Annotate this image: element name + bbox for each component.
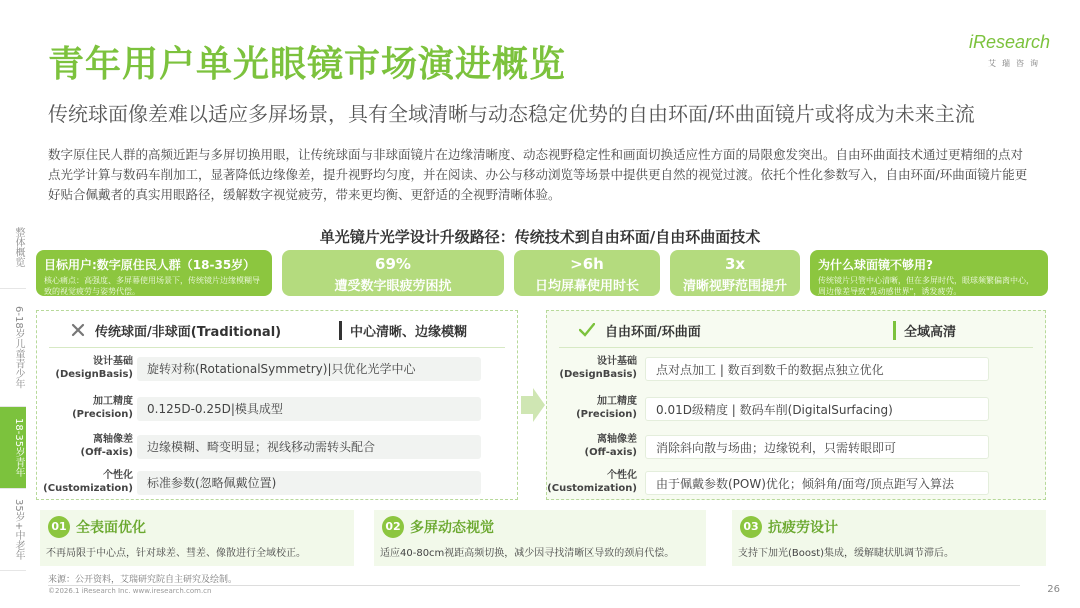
spec-label-en: (Precision) bbox=[576, 409, 637, 420]
section-title: 单光镜片光学设计升级路径：传统技术到自由环面/自由环曲面技术 bbox=[319, 228, 761, 246]
target-user-title: 目标用户:数字原住民人群（18-35岁） bbox=[44, 258, 256, 272]
intro-paragraph: 数字原住民人群的高频近距与多屏切换用眼，让传统球面与非球面镜片在边缘清晰度、动态视野稳定性和画面切换适应性方面的局限愈发突出。自由环曲面技术通过更精细的点对点光学计算与数码车削加工，显著降低边缘像差，提升视野均匀度，并在阅读、办公与移动浏览等场景中提供更自然的视觉过渡。依托个性化参数写入，自由环面/环曲面镜片能更好贴合佩戴者的真实用眼路径，缓解数字视觉疲劳，带来更均衡、更舒适的全视野清晰体验。 bbox=[48, 147, 1028, 202]
feature-desc: 支持下加光(Boost)集成，缓解睫状肌调节滞后。 bbox=[738, 548, 955, 559]
close-icon bbox=[71, 323, 85, 337]
spec-row bbox=[37, 355, 517, 389]
spec-label bbox=[37, 395, 133, 421]
logo-brand: iResearch bbox=[968, 32, 1050, 52]
spec-label bbox=[37, 433, 133, 459]
spec-label bbox=[541, 433, 637, 459]
stat-value: 3x bbox=[724, 255, 746, 273]
why-desc: 传统镜片只管中心清晰，但在多屏时代，眼球频繁偏离中心，周边像差导致"晃动感世界"，诱发疲劳。 bbox=[818, 276, 1034, 296]
footer-divider bbox=[48, 585, 1020, 586]
spec-value: 消除斜向散与场曲；边缘锐利，只需转眼即可 bbox=[645, 435, 989, 459]
spec-label bbox=[37, 355, 133, 381]
spec-label-en: (Customization) bbox=[547, 483, 637, 494]
why-box bbox=[810, 250, 1048, 296]
spec-row bbox=[37, 395, 517, 429]
copyright: ©2026.1 iResearch Inc. www.iresearch.com.cn bbox=[48, 587, 212, 595]
freeform-tag: 全域高清 bbox=[893, 321, 956, 340]
spec-label bbox=[541, 469, 637, 495]
spec-row bbox=[547, 469, 1045, 503]
feature-card bbox=[732, 510, 1046, 566]
side-nav bbox=[0, 205, 26, 571]
spec-label-en: (Off-axis) bbox=[80, 447, 133, 458]
spec-label-cn: 加工精度 bbox=[93, 396, 133, 407]
feature-card bbox=[374, 510, 706, 566]
stat-label: 日均屏幕使用时长 bbox=[534, 279, 639, 294]
feature-number: 01 bbox=[48, 516, 70, 538]
check-icon bbox=[579, 323, 595, 337]
spec-label-en: (Customization) bbox=[43, 483, 133, 494]
spec-label bbox=[541, 355, 637, 381]
spec-row bbox=[547, 433, 1045, 467]
feature-desc: 不再局限于中心点，针对球差、彗差、像散进行全域校正。 bbox=[46, 548, 306, 559]
source-note: 来源：公开资料，艾瑞研究院自主研究及绘制。 bbox=[48, 575, 238, 585]
spec-value: 点对点加工 | 数百到数千的数据点独立优化 bbox=[645, 357, 989, 381]
spec-label-cn: 离轴像差 bbox=[597, 434, 637, 445]
spec-value: 由于佩戴参数(POW)优化；倾斜角/面弯/顶点距写入算法 bbox=[645, 471, 989, 495]
why-title: 为什么球面镜不够用? bbox=[818, 258, 933, 272]
feature-number: 03 bbox=[740, 516, 762, 538]
spec-label bbox=[37, 469, 133, 495]
spec-label-en: (Off-axis) bbox=[584, 447, 637, 458]
feature-title: 多屏动态视觉 bbox=[410, 520, 494, 536]
freeform-panel bbox=[546, 310, 1046, 500]
spec-label-en: (DesignBasis) bbox=[559, 369, 637, 380]
stat-label: 清晰视野范围提升 bbox=[682, 279, 787, 294]
spec-label-en: (Precision) bbox=[72, 409, 133, 420]
stat-box bbox=[282, 250, 504, 296]
spec-row bbox=[547, 395, 1045, 429]
feature-card bbox=[40, 510, 354, 566]
spec-value: 0.01D级精度 | 数码车削(DigitalSurfacing) bbox=[645, 397, 989, 421]
target-user-desc: 核心痛点：高强度、多屏幕使用场景下，传统镜片边缘模糊导致的视觉疲劳与姿势代偿。 bbox=[44, 276, 260, 296]
logo-sub: 艾瑞咨询 bbox=[988, 59, 1044, 68]
stat-label: 遭受数字眼疲劳困扰 bbox=[334, 279, 452, 294]
spec-row bbox=[547, 355, 1045, 389]
traditional-title: 传统球面/非球面(Traditional) bbox=[95, 325, 282, 340]
feature-number: 02 bbox=[382, 516, 404, 538]
side-nav-item-youth[interactable]: 18-35岁青年 bbox=[0, 407, 26, 489]
page-title: 青年用户单光眼镜市场演进概览 bbox=[48, 44, 567, 85]
spec-label-cn: 个性化 bbox=[103, 470, 133, 481]
freeform-title: 自由环面/环曲面 bbox=[605, 325, 701, 340]
spec-label-cn: 离轴像差 bbox=[93, 434, 133, 445]
spec-label bbox=[541, 395, 637, 421]
spec-label-en: (DesignBasis) bbox=[55, 369, 133, 380]
traditional-panel bbox=[36, 310, 518, 500]
spec-value: 旋转对称(RotationalSymmetry)|只优化光学中心 bbox=[137, 357, 481, 381]
feature-title: 全表面优化 bbox=[76, 520, 146, 536]
stat-value: 69% bbox=[375, 255, 411, 273]
divider bbox=[559, 347, 1033, 348]
divider bbox=[49, 347, 505, 348]
spec-value: 0.125D-0.25D|模具成型 bbox=[137, 397, 481, 421]
target-user-box bbox=[36, 250, 272, 296]
spec-label-cn: 加工精度 bbox=[597, 396, 637, 407]
spec-label-cn: 设计基础 bbox=[93, 356, 133, 367]
spec-row bbox=[37, 469, 517, 503]
side-nav-item-senior[interactable]: 35岁+中老年 bbox=[0, 489, 26, 571]
spec-row bbox=[37, 433, 517, 467]
stat-box bbox=[514, 250, 660, 296]
side-nav-item-overview[interactable]: 整体概览 bbox=[0, 205, 26, 289]
spec-label-cn: 个性化 bbox=[607, 470, 637, 481]
spec-label-cn: 设计基础 bbox=[597, 356, 637, 367]
feature-title: 抗疲劳设计 bbox=[768, 520, 838, 536]
page-subtitle: 传统球面像差难以适应多屏场景，具有全域清晰与动态稳定优势的自由环面/环曲面镜片或将成为未来主流 bbox=[48, 102, 975, 126]
page-number: 26 bbox=[1047, 584, 1060, 595]
feature-desc: 适应40-80cm视距高频切换，减少因寻找清晰区导致的颈肩代偿。 bbox=[380, 548, 675, 559]
stat-value: >6h bbox=[570, 255, 604, 273]
stat-box bbox=[670, 250, 800, 296]
side-nav-item-children[interactable]: 6-18岁儿童青少年 bbox=[0, 289, 26, 407]
spec-value: 标准参数(忽略佩戴位置) bbox=[137, 471, 481, 495]
traditional-tag: 中心清晰、边缘模糊 bbox=[339, 321, 467, 340]
spec-value: 边缘模糊、畸变明显；视线移动需转头配合 bbox=[137, 435, 481, 459]
